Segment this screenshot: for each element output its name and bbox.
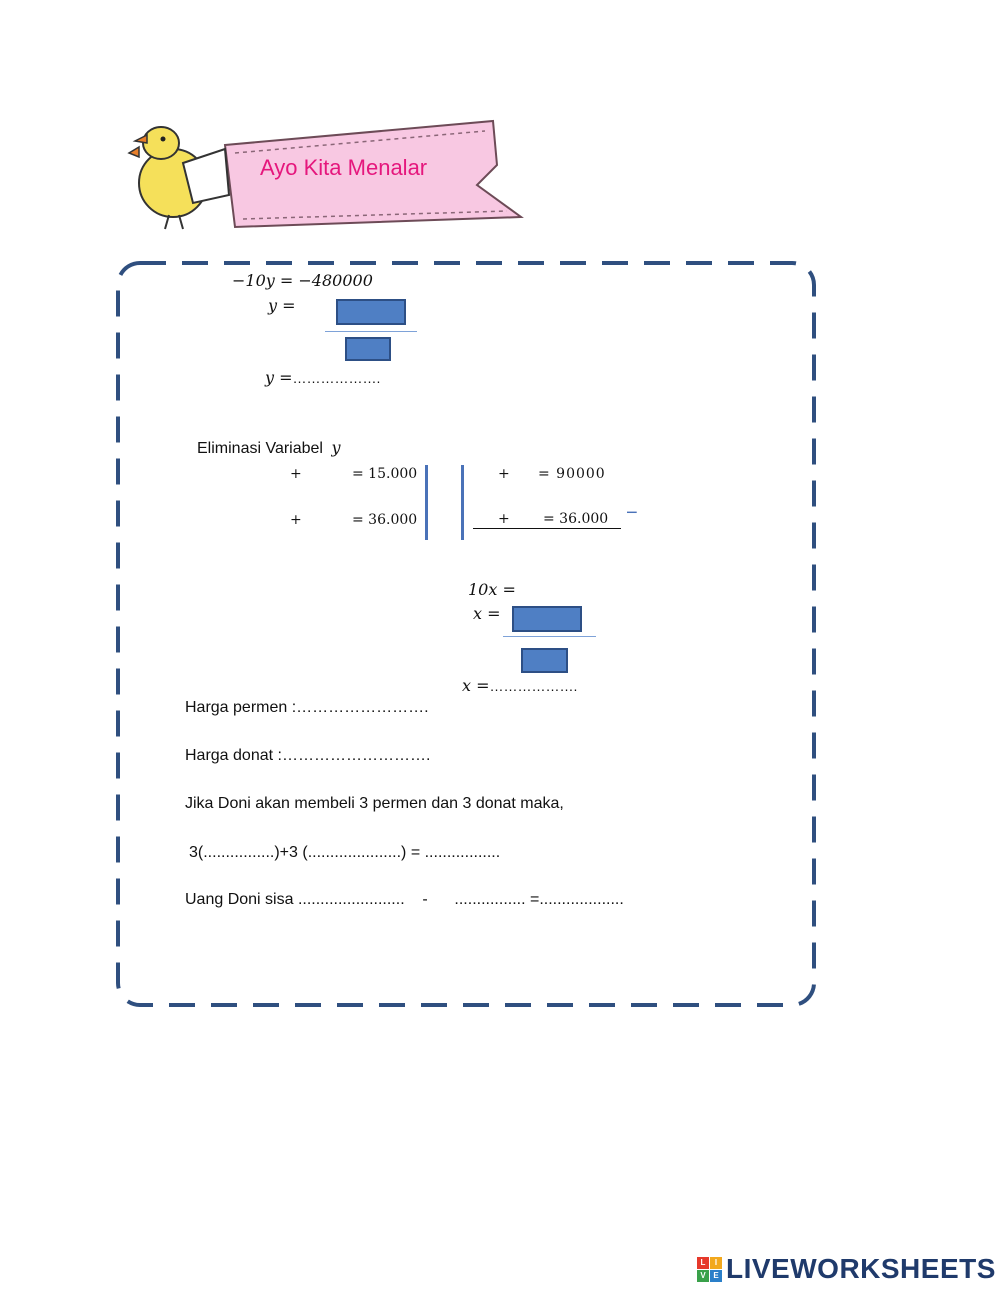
equation-minus-10y: −10y = −480000 <box>232 271 373 290</box>
logo-letter-v: V <box>697 1270 709 1282</box>
denominator-input-y[interactable] <box>345 337 391 361</box>
logo-grid-icon <box>697 1257 722 1282</box>
elimination-heading-var: y <box>331 438 341 457</box>
left-eq1-rhs: = 15.000 <box>352 466 418 482</box>
liveworksheets-logo <box>697 1254 996 1284</box>
logo-text: LIVEWORKSHEETS <box>726 1253 996 1284</box>
right-eq2-rhs: = 36.000 <box>543 511 609 527</box>
subtraction-underline <box>473 528 621 529</box>
banner-title: Ayo Kita Menalar <box>260 155 428 180</box>
numerator-input-x[interactable] <box>512 606 582 632</box>
y-result-prefix: y = <box>265 368 293 387</box>
logo-letter-e: E <box>710 1270 722 1282</box>
harga-permen-line: Harga permen :……………………. <box>185 699 429 716</box>
y-equals-label: y = <box>268 296 296 315</box>
fraction-line-x <box>503 636 596 637</box>
fraction-line-y <box>325 331 417 332</box>
right-eq2-plus: + <box>498 511 510 527</box>
x-equals-label: x = <box>473 604 501 623</box>
equation-10x: 10x = <box>468 580 516 599</box>
logo-letter-l: L <box>697 1257 709 1269</box>
left-eq2-plus: + <box>290 512 302 528</box>
right-eq1-rhs: = 90000 <box>538 466 606 482</box>
denominator-input-x[interactable] <box>521 648 568 673</box>
question-line: Jika Doni akan membeli 3 permen dan 3 donat maka, <box>185 795 564 812</box>
x-result-dots: ………………. <box>489 678 578 694</box>
elimination-heading-text: Eliminasi Variabel <box>197 440 323 457</box>
left-eq2-rhs: = 36.000 <box>352 512 418 528</box>
elimination-heading <box>197 438 340 458</box>
y-result-dots: ………………. <box>292 370 381 386</box>
logo-letter-i: I <box>710 1257 722 1269</box>
minus-sign: − <box>626 502 638 524</box>
numerator-input-y[interactable] <box>336 299 406 325</box>
right-divider <box>461 465 464 540</box>
uang-sisa-line: Uang Doni sisa ........................ - ................ =................... <box>185 891 624 908</box>
x-result-label <box>462 676 577 695</box>
calc-line: 3(................)+3 (.....................) = ................. <box>189 844 501 861</box>
left-eq1-plus: + <box>290 466 302 482</box>
x-result-prefix: x = <box>462 676 490 695</box>
y-result-label <box>265 368 380 387</box>
harga-donat-line: Harga donat :………………………. <box>185 747 431 764</box>
right-eq1-plus: + <box>498 466 510 482</box>
left-divider <box>425 465 428 540</box>
